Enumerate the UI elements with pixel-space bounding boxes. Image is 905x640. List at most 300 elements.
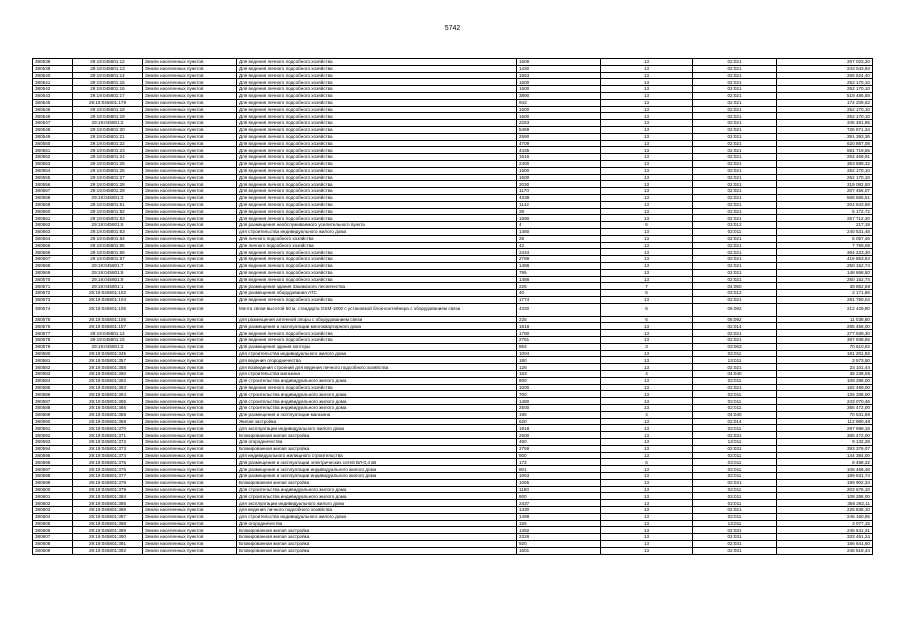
group-cell: 13 — [601, 201, 693, 208]
land-category-cell: Земли населенных пунктов — [143, 439, 237, 446]
group-cell: 13 — [601, 507, 693, 514]
land-category-cell: Земли населенных пунктов — [143, 215, 237, 222]
cadastral-value-cell: 182 489,00 — [777, 384, 873, 391]
permitted-use-cell: Блокированная жилая застройка — [237, 432, 517, 439]
area-cell: 920 — [517, 540, 601, 547]
land-category-cell: Земли населенных пунктов — [143, 235, 237, 242]
land-category-cell: Земли населенных пунктов — [143, 384, 237, 391]
row-number-cell: 380578 — [33, 337, 73, 344]
permitted-use-cell: Блокированная жилая застройка — [237, 547, 517, 554]
land-category-cell: Земли населенных пунктов — [143, 500, 237, 507]
table-row — [33, 411, 873, 418]
cadastral-number-cell: 29:19:045801:377 — [73, 473, 143, 480]
table-row — [33, 174, 873, 181]
table-row — [33, 398, 873, 405]
group-cell: 13 — [601, 269, 693, 276]
area-cell: 800 — [517, 452, 601, 459]
cadastral-value-cell: 181 201,92 — [777, 350, 873, 357]
row-number-cell: 380581 — [33, 357, 73, 364]
row-number-cell: 380567 — [33, 256, 73, 263]
table-row — [33, 249, 873, 256]
cadastral-value-cell: 297 698,15 — [777, 425, 873, 432]
cadastral-value-cell: 11 038,80 — [777, 316, 873, 323]
permitted-use-cell: Для строительства индивидуального жилого дома — [237, 493, 517, 500]
row-number-cell: 380542 — [33, 86, 73, 93]
land-category-cell: Земли населенных пунктов — [143, 290, 237, 297]
row-number-cell: 380591 — [33, 425, 73, 432]
area-cell: 1501 — [517, 547, 601, 554]
area-cell: 2253 — [517, 120, 601, 127]
cadastral-value-cell: 267 023,20 — [777, 59, 873, 66]
group-cell: 13 — [601, 72, 693, 79]
row-number-cell: 380563 — [33, 228, 73, 235]
cadastral-number-cell: 29:19:045801:23 — [73, 147, 143, 154]
cadastral-value-cell: 148 868,50 — [777, 269, 873, 276]
group-cell: 13 — [601, 364, 693, 371]
permitted-use-cell: Для ведения личного подсобного хозяйства — [237, 86, 517, 93]
cadastral-number-cell: 29:19:045801:392 — [73, 547, 143, 554]
cadastral-value-cell: 207 456,07 — [777, 188, 873, 195]
cadastral-value-cell: 108 288,00 — [777, 493, 873, 500]
cadastral-number-cell: 29:19:045801:102 — [73, 290, 143, 297]
row-number-cell: 380552 — [33, 154, 73, 161]
cadastral-number-cell: 29:19:045801:379 — [73, 486, 143, 493]
use-code-cell: 02:031 — [693, 432, 777, 439]
land-category-cell: Земли населенных пунктов — [143, 527, 237, 534]
cadastral-number-cell: 29:19:045801:104 — [73, 296, 143, 303]
land-category-cell: Земли населенных пунктов — [143, 154, 237, 161]
table-row — [33, 222, 873, 229]
row-number-cell: 380593 — [33, 439, 73, 446]
cadastral-value-cell: 39 862,88 — [777, 283, 873, 290]
cadastral-number-cell: 29:19:045801:28 — [73, 181, 143, 188]
cadastral-value-cell: 416 853,54 — [777, 256, 873, 263]
use-code-cell: 02:021 — [693, 296, 777, 303]
permitted-use-cell: Для ведения личного подсобного хозяйства — [237, 147, 517, 154]
use-code-cell: 03:011 — [693, 459, 777, 466]
cadastral-value-cell: 3 077,15 — [777, 520, 873, 527]
use-code-cell: 13:011 — [693, 357, 777, 364]
cadastral-number-cell: 29:19:045801:1 — [73, 283, 143, 290]
use-code-cell: 02:021 — [693, 330, 777, 337]
group-cell: 13 — [601, 113, 693, 120]
land-category-cell: Земли населенных пунктов — [143, 269, 237, 276]
cadastral-value-table — [32, 58, 873, 555]
cadastral-number-cell: 29:19:045801:106 — [73, 316, 143, 323]
row-number-cell: 380608 — [33, 540, 73, 547]
land-category-cell: Земли населенных пунктов — [143, 350, 237, 357]
table-row — [33, 290, 873, 297]
area-cell: 1516 — [517, 154, 601, 161]
table-row — [33, 201, 873, 208]
cadastral-value-cell: 252 170,10 — [777, 106, 873, 113]
land-category-cell: Земли населенных пунктов — [143, 113, 237, 120]
area-cell: 1500 — [517, 86, 601, 93]
permitted-use-cell: Для ведения личного подсобного хозяйства — [237, 106, 517, 113]
land-category-cell: Земли населенных пунктов — [143, 65, 237, 72]
area-cell: 1063 — [517, 473, 601, 480]
row-number-cell: 380547 — [33, 120, 73, 127]
land-category-cell: Земли населенных пунктов — [143, 330, 237, 337]
row-number-cell: 380576 — [33, 323, 73, 330]
area-cell: 2226 — [517, 534, 601, 541]
cadastral-value-cell: 252 170,10 — [777, 167, 873, 174]
land-category-cell: Земли населенных пунктов — [143, 296, 237, 303]
land-category-cell: Земли населенных пунктов — [143, 513, 237, 520]
table-row — [33, 439, 873, 446]
table-row — [33, 486, 873, 493]
use-code-cell: 02:021 — [693, 120, 777, 127]
permitted-use-cell: Для ведения личного подсобного хозяйства — [237, 181, 517, 188]
cadastral-number-cell: 29:19:045801:17 — [73, 92, 143, 99]
cadastral-number-cell: 29:19:045801:360 — [73, 371, 143, 378]
group-cell: 13 — [601, 500, 693, 507]
cadastral-value-cell: 5 172,72 — [777, 208, 873, 215]
use-code-cell: 02:021 — [693, 92, 777, 99]
cadastral-number-cell: 29:19:045801:364 — [73, 391, 143, 398]
group-cell: 13 — [601, 140, 693, 147]
land-category-cell: Земли населенных пунктов — [143, 452, 237, 459]
use-code-cell: 02:011 — [693, 377, 777, 384]
group-cell: 13 — [601, 466, 693, 473]
use-code-cell: 02:021 — [693, 269, 777, 276]
area-cell: 1500 — [517, 113, 601, 120]
use-code-cell: 02:011 — [693, 350, 777, 357]
cadastral-value-cell: 112 980,48 — [777, 418, 873, 425]
area-cell: 1492 — [517, 527, 601, 534]
area-cell: 1160 — [517, 486, 601, 493]
permitted-use-cell: Для размещения и эксплуатации электрических сетей ВЛ-0,4 кВ — [237, 459, 517, 466]
cadastral-value-cell: 252 170,10 — [777, 86, 873, 93]
cadastral-number-cell: 29:19:045801:18 — [73, 106, 143, 113]
area-cell: 1818 — [517, 323, 601, 330]
group-cell: 13 — [601, 167, 693, 174]
cadastral-value-cell: 108 286,00 — [777, 377, 873, 384]
permitted-use-cell: Для строительства индивидуального жилого дома — [237, 405, 517, 412]
land-category-cell: Земли населенных пунктов — [143, 493, 237, 500]
land-category-cell: Земли населенных пунктов — [143, 445, 237, 452]
use-code-cell: 02:021 — [693, 235, 777, 242]
group-cell: 13 — [601, 398, 693, 405]
permitted-use-cell: для строительства индивидуального жилого дома — [237, 513, 517, 520]
use-code-cell: 02:011 — [693, 513, 777, 520]
table-row — [33, 384, 873, 391]
permitted-use-cell: для эксплуатации индивидуального жилого дома — [237, 500, 517, 507]
group-cell: 13 — [601, 391, 693, 398]
row-number-cell: 380597 — [33, 466, 73, 473]
area-cell: 40 — [517, 290, 601, 297]
permitted-use-cell: Для ведения личного подсобного хозяйства — [237, 113, 517, 120]
table-row — [33, 377, 873, 384]
cadastral-value-cell: 364 223,30 — [777, 249, 873, 256]
permitted-use-cell: для строительства индивидуального жилого дома — [237, 228, 517, 235]
group-cell: 13 — [601, 86, 693, 93]
area-cell: 2400 — [517, 160, 601, 167]
cadastral-number-cell: 29:19:045801:372 — [73, 439, 143, 446]
permitted-use-cell: Для ведения личного подсобного хозяйства — [237, 194, 517, 201]
cadastral-number-cell: 29:19:045801:2 — [73, 343, 143, 350]
cadastral-value-cell: 212 429,80 — [777, 303, 873, 316]
land-category-cell: Земли населенных пунктов — [143, 120, 237, 127]
cadastral-number-cell: 29:19:045801:362 — [73, 377, 143, 384]
area-cell: 1170 — [517, 188, 601, 195]
group-cell: 13 — [601, 133, 693, 140]
table-row — [33, 86, 873, 93]
cadastral-number-cell: 29:19:045801:63 — [73, 228, 143, 235]
table-row — [33, 194, 873, 201]
row-number-cell: 380598 — [33, 473, 73, 480]
group-cell: 13 — [601, 520, 693, 527]
table-row — [33, 445, 873, 452]
table-row — [33, 350, 873, 357]
table-row — [33, 147, 873, 154]
land-category-cell: Земли населенных пунктов — [143, 507, 237, 514]
row-number-cell: 380558 — [33, 194, 73, 201]
group-cell: 13 — [601, 79, 693, 86]
row-number-cell: 380560 — [33, 208, 73, 215]
land-category-cell: Земли населенных пунктов — [143, 486, 237, 493]
row-number-cell: 380605 — [33, 520, 73, 527]
table-row — [33, 72, 873, 79]
cadastral-number-cell: 29:19:045801:6 — [73, 222, 143, 229]
land-category-cell: Земли населенных пунктов — [143, 479, 237, 486]
cadastral-number-cell: 29:19:045801:51 — [73, 201, 143, 208]
cadastral-number-cell: 29:19:045801:358 — [73, 364, 143, 371]
area-cell: 800 — [517, 377, 601, 384]
land-category-cell: Земли населенных пунктов — [143, 92, 237, 99]
cadastral-number-cell: 29:19:045801:3 — [73, 194, 143, 201]
use-code-cell: 02:031 — [693, 540, 777, 547]
permitted-use-cell: Для ведения личного подсобного хозяйства — [237, 188, 517, 195]
group-cell: 13 — [601, 208, 693, 215]
cadastral-number-cell: 29:19:045801:391 — [73, 540, 143, 547]
row-number-cell: 380543 — [33, 92, 73, 99]
permitted-use-cell: Для размещения и эксплуатации магазина — [237, 411, 517, 418]
table-row — [33, 364, 873, 371]
land-category-cell: Земли населенных пунктов — [143, 283, 237, 290]
row-number-cell: 380603 — [33, 507, 73, 514]
cadastral-value-cell: 243 043,94 — [777, 65, 873, 72]
permitted-use-cell: Для ведения личного подсобного хозяйства — [237, 384, 517, 391]
area-cell: 2788 — [517, 256, 601, 263]
group-cell: 13 — [601, 350, 693, 357]
table-row — [33, 330, 873, 337]
cadastral-number-cell: 29:19:045801:368 — [73, 411, 143, 418]
group-cell: 13 — [601, 106, 693, 113]
permitted-use-cell: Для огородничества — [237, 520, 517, 527]
area-cell: 2500 — [517, 432, 601, 439]
land-category-cell: Земли населенных пунктов — [143, 228, 237, 235]
land-category-cell: Земли населенных пунктов — [143, 391, 237, 398]
use-code-cell: 02:011 — [693, 398, 777, 405]
cadastral-number-cell: 29:19:045801:357 — [73, 357, 143, 364]
row-number-cell: 380554 — [33, 167, 73, 174]
use-code-cell: 02:011 — [693, 473, 777, 480]
row-number-cell: 380546 — [33, 113, 73, 120]
group-cell: 13 — [601, 357, 693, 364]
row-number-cell: 380548 — [33, 126, 73, 133]
table-row — [33, 235, 873, 242]
use-code-cell: 02:031 — [693, 547, 777, 554]
land-category-cell: Земли населенных пунктов — [143, 371, 237, 378]
cadastral-number-cell: 29:19:045801:384 — [73, 493, 143, 500]
cadastral-value-cell: 252 170,10 — [777, 79, 873, 86]
land-category-cell: Земли населенных пунктов — [143, 377, 237, 384]
permitted-use-cell: Для ведения личного подсобного хозяйства — [237, 337, 517, 344]
cadastral-value-cell: 252 170,10 — [777, 113, 873, 120]
cadastral-value-cell: 203 676,10 — [777, 486, 873, 493]
area-cell: 1774 — [517, 296, 601, 303]
area-cell: 2434 — [517, 249, 601, 256]
cadastral-value-cell: 726 871,34 — [777, 126, 873, 133]
table-row — [33, 425, 873, 432]
table-row — [33, 473, 873, 480]
cadastral-number-cell: 29:19:045801:21 — [73, 133, 143, 140]
area-cell: 620 — [517, 418, 601, 425]
group-cell: 13 — [601, 262, 693, 269]
use-code-cell: 06:092 — [693, 303, 777, 316]
group-cell: 13 — [601, 228, 693, 235]
area-cell: 1506 — [517, 59, 601, 66]
table-row — [33, 269, 873, 276]
use-code-cell: 04:040 — [693, 371, 777, 378]
cadastral-number-cell: 29:19:045801:376 — [73, 466, 143, 473]
group-cell: 13 — [601, 527, 693, 534]
area-cell: 1000 — [517, 384, 601, 391]
permitted-use-cell: для размещения антенной опоры с оборудованием связи — [237, 316, 517, 323]
cadastral-number-cell: 29:19:045801:345 — [73, 350, 143, 357]
use-code-cell: 02:014 — [693, 418, 777, 425]
cadastral-value-cell: 345 481,95 — [777, 120, 873, 127]
cadastral-number-cell: 29:19:045801:66 — [73, 249, 143, 256]
table-row — [33, 106, 873, 113]
row-number-cell: 380585 — [33, 384, 73, 391]
permitted-use-cell: для ведения личного подсобного хозяйства — [237, 507, 517, 514]
group-cell: 4 — [601, 371, 693, 378]
permitted-use-cell: Для размещения оборудования АТС — [237, 290, 517, 297]
cadastral-number-cell: 29:19:045801:15 — [73, 337, 143, 344]
permitted-use-cell: Для строительства индивидуального жилого дома — [237, 486, 517, 493]
group-cell: 6 — [601, 290, 693, 297]
use-code-cell: 02:011 — [693, 486, 777, 493]
use-code-cell: 02:011 — [693, 493, 777, 500]
land-category-cell: Земли населенных пунктов — [143, 106, 237, 113]
area-cell: 42 — [517, 242, 601, 249]
use-code-cell: 02:021 — [693, 188, 777, 195]
permitted-use-cell: Для ведения личного подсобного хозяйства — [237, 99, 517, 106]
permitted-use-cell: Для ведения личного подсобного хозяйства — [237, 79, 517, 86]
cadastral-value-cell: 265 524,40 — [777, 72, 873, 79]
row-number-cell: 380594 — [33, 445, 73, 452]
cadastral-value-cell: 70 531,86 — [777, 411, 873, 418]
row-number-cell: 380566 — [33, 249, 73, 256]
land-category-cell: Земли населенных пунктов — [143, 201, 237, 208]
group-cell: 13 — [601, 547, 693, 554]
cadastral-value-cell: 254 459,91 — [777, 154, 873, 161]
use-code-cell: 02:021 — [693, 72, 777, 79]
land-category-cell: Земли населенных пунктов — [143, 316, 237, 323]
land-category-cell: Земли населенных пунктов — [143, 208, 237, 215]
land-category-cell: Земли населенных пунктов — [143, 357, 237, 364]
table-row — [33, 126, 873, 133]
cadastral-number-cell: 29:19:045801:22 — [73, 140, 143, 147]
land-category-cell: Земли населенных пунктов — [143, 133, 237, 140]
cadastral-number-cell: 29:19:045801:52 — [73, 208, 143, 215]
row-number-cell: 380569 — [33, 269, 73, 276]
group-cell: 13 — [601, 377, 693, 384]
row-number-cell: 380549 — [33, 133, 73, 140]
land-category-cell: Земли населенных пунктов — [143, 432, 237, 439]
use-code-cell: 13:011 — [693, 520, 777, 527]
use-code-cell: 02:021 — [693, 181, 777, 188]
cadastral-value-cell: 393 376,07 — [777, 445, 873, 452]
use-code-cell: 02:021 — [693, 276, 777, 283]
use-code-cell: 02:031 — [693, 445, 777, 452]
group-cell: 13 — [601, 513, 693, 520]
area-cell: 1499 — [517, 513, 601, 520]
row-number-cell: 380573 — [33, 296, 73, 303]
use-code-cell: 02:021 — [693, 167, 777, 174]
use-code-cell: 02:021 — [693, 242, 777, 249]
permitted-use-cell: Для ведения личного подсобного хозяйства — [237, 256, 517, 263]
row-number-cell: 380570 — [33, 276, 73, 283]
group-cell: 13 — [601, 425, 693, 432]
group-cell: 13 — [601, 181, 693, 188]
table-row — [33, 513, 873, 520]
table-row — [33, 405, 873, 412]
table-row — [33, 154, 873, 161]
use-code-cell: 02:011 — [693, 425, 777, 432]
permitted-use-cell: Блокированная жилая застройка — [237, 540, 517, 547]
row-number-cell: 380602 — [33, 500, 73, 507]
permitted-use-cell: Для размещения необслуживаемого усилительного пункта — [237, 222, 517, 229]
group-cell: 13 — [601, 65, 693, 72]
area-cell: 1500 — [517, 106, 601, 113]
area-cell: 2759 — [517, 445, 601, 452]
cadastral-value-cell: 319 082,93 — [777, 181, 873, 188]
area-cell: 795 — [517, 269, 601, 276]
row-number-cell: 380575 — [33, 316, 73, 323]
row-number-cell: 380583 — [33, 371, 73, 378]
cadastral-number-cell: 29:19:045801:29 — [73, 188, 143, 195]
table-row — [33, 181, 873, 188]
use-code-cell: 02:014 — [693, 323, 777, 330]
row-number-cell: 380555 — [33, 174, 73, 181]
land-category-cell: Земли населенных пунктов — [143, 473, 237, 480]
row-number-cell: 380609 — [33, 547, 73, 554]
permitted-use-cell: Для строительства индивидуального жилого дома — [237, 391, 517, 398]
group-cell: 13 — [601, 337, 693, 344]
group-cell: 13 — [601, 154, 693, 161]
land-category-cell: Земли населенных пунктов — [143, 126, 237, 133]
land-category-cell: Земли населенных пунктов — [143, 72, 237, 79]
row-number-cell: 380553 — [33, 160, 73, 167]
row-number-cell: 380545 — [33, 99, 73, 106]
permitted-use-cell: Блокированная жилая застройка — [237, 527, 517, 534]
table-row — [33, 92, 873, 99]
use-code-cell: 02:011 — [693, 391, 777, 398]
row-number-cell: 380562 — [33, 222, 73, 229]
cadastral-value-cell: 70 610,82 — [777, 343, 873, 350]
permitted-use-cell: для строительства индивидуального жилого дома — [237, 350, 517, 357]
permitted-use-cell: Блокированная жилая застройка — [237, 534, 517, 541]
permitted-use-cell: Для ведения личного подсобного хозяйства — [237, 65, 517, 72]
table-row — [33, 547, 873, 554]
table-row — [33, 534, 873, 541]
cadastral-value-cell: 189 531,74 — [777, 473, 873, 480]
row-number-cell: 380568 — [33, 262, 73, 269]
cadastral-value-cell: 39 238,05 — [777, 371, 873, 378]
